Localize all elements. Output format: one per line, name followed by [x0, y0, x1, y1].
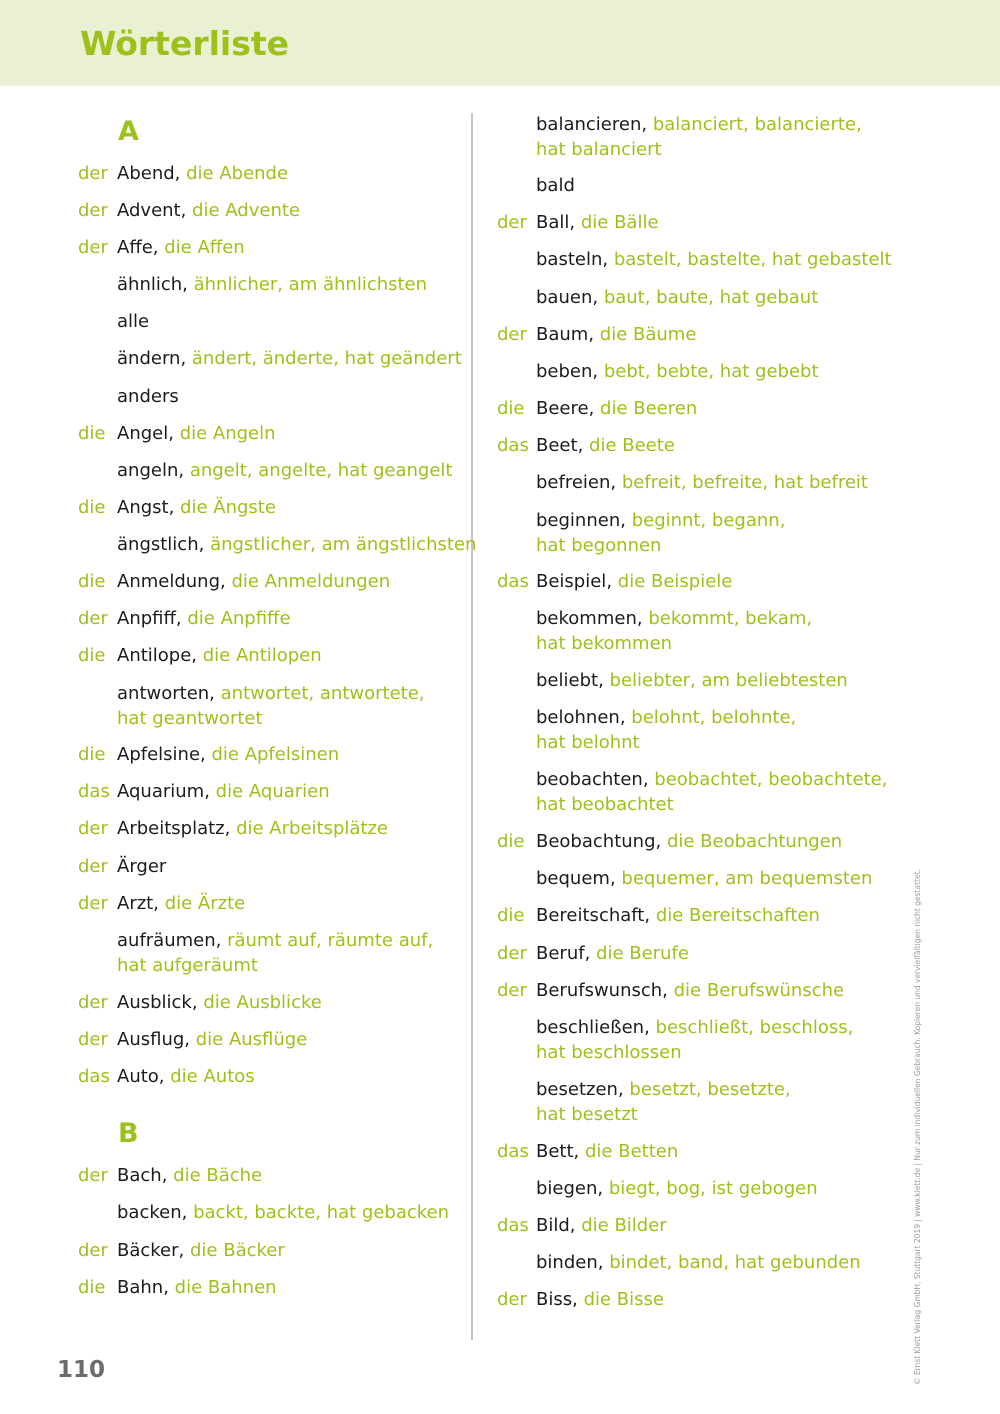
- entry-forms: die Beeren: [600, 398, 698, 419]
- entry-article: der: [78, 237, 108, 258]
- entry-forms: die Beispiele: [617, 571, 733, 592]
- entry-forms: angelt, angelte, hat geangelt: [189, 460, 453, 481]
- entry-forms: die Affen: [164, 237, 245, 258]
- entry-forms: bastelt, bastelte, hat gebastelt: [613, 249, 892, 270]
- entry-word: Arzt: [117, 893, 154, 914]
- entry-article: der: [78, 1240, 108, 1261]
- entry-forms: die Antilopen: [202, 645, 322, 666]
- entry-article: der: [78, 992, 108, 1013]
- entry-forms: die Bäume: [599, 324, 697, 345]
- entry-word: binden: [536, 1252, 598, 1273]
- entry-article: die: [78, 497, 106, 518]
- entry-word: biegen: [536, 1178, 598, 1199]
- page-number: 110: [57, 1357, 106, 1383]
- entry-word: antworten: [117, 683, 210, 704]
- entry-forms: ähnlicher, am ähnlichsten: [193, 274, 428, 295]
- entry-article: die: [78, 571, 106, 592]
- entry-forms: die Autos: [170, 1066, 255, 1087]
- entry-word: Bach: [117, 1165, 162, 1186]
- entry-article: die: [78, 645, 106, 666]
- entry-word: aufräumen: [117, 930, 216, 951]
- entry-forms: die Bäche: [173, 1165, 263, 1186]
- entry-article: die: [497, 831, 525, 852]
- entry-word: bauen: [536, 287, 593, 308]
- entry-word: Ausflug: [117, 1029, 185, 1050]
- entry-word: Apfelsine: [117, 744, 201, 765]
- entry-article: der: [497, 212, 527, 233]
- entry-article: der: [497, 1289, 527, 1310]
- section-letter-b: B: [118, 1118, 139, 1149]
- entry-article: der: [78, 893, 108, 914]
- entry-word: Anmeldung: [117, 571, 220, 592]
- entry-article: die: [78, 744, 106, 765]
- entry-word: Biss: [536, 1289, 573, 1310]
- entry-forms: die Abende: [186, 163, 289, 184]
- entry-word: belohnen: [536, 707, 620, 728]
- entry-word: basteln: [536, 249, 603, 270]
- entry-forms: die Bilder: [581, 1215, 667, 1236]
- entry-word: ängstlich: [117, 534, 199, 555]
- entry-forms-continued: hat begonnen: [536, 535, 662, 556]
- entry-forms: belohnt, belohnte,: [631, 707, 797, 728]
- entry-forms: beliebter, am beliebtesten: [609, 670, 848, 691]
- entry-word: alle: [117, 311, 150, 332]
- entry-forms: beschließt, beschloss,: [655, 1017, 854, 1038]
- entry-word: Abend: [117, 163, 175, 184]
- entry-word: beschließen: [536, 1017, 645, 1038]
- entry-word: Bahn: [117, 1277, 164, 1298]
- page-title: Wörterliste: [80, 24, 290, 63]
- entry-word: Bild: [536, 1215, 570, 1236]
- entry-forms: besetzt, besetzte,: [629, 1079, 791, 1100]
- entry-forms: die Anmeldungen: [231, 571, 391, 592]
- entry-word: Advent: [117, 200, 181, 221]
- entry-forms: backt, backte, hat gebacken: [193, 1202, 450, 1223]
- entry-forms: die Bälle: [580, 212, 659, 233]
- entry-word: Beruf: [536, 943, 585, 964]
- page-header: [0, 0, 1000, 86]
- entry-article: die: [497, 905, 525, 926]
- entry-word: Beobachtung: [536, 831, 656, 852]
- entry-article: der: [497, 324, 527, 345]
- entry-forms: die Bäcker: [190, 1240, 285, 1261]
- entry-article: der: [78, 856, 108, 877]
- entry-forms: bequemer, am bequemsten: [621, 868, 873, 889]
- entry-word: bekommen: [536, 608, 637, 629]
- entry-forms-continued: hat beschlossen: [536, 1042, 682, 1063]
- entry-forms: die Apfelsinen: [211, 744, 340, 765]
- entry-forms: räumt auf, räumte auf,: [227, 930, 434, 951]
- entry-word: Angst: [117, 497, 169, 518]
- entry-forms: die Angeln: [179, 423, 276, 444]
- entry-word: backen: [117, 1202, 182, 1223]
- entry-word: Auto: [117, 1066, 159, 1087]
- entry-article: das: [78, 1066, 110, 1087]
- entry-word: bald: [536, 175, 575, 196]
- entry-article: der: [497, 980, 527, 1001]
- entry-word: Berufswunsch: [536, 980, 663, 1001]
- entry-forms: die Ausflüge: [195, 1029, 308, 1050]
- entry-word: angeln: [117, 460, 179, 481]
- entry-article: das: [497, 571, 529, 592]
- entry-article: der: [78, 1165, 108, 1186]
- entry-forms: bekommt, bekam,: [648, 608, 813, 629]
- entry-word: beben: [536, 361, 593, 382]
- entry-article: die: [78, 1277, 106, 1298]
- entry-word: Ball: [536, 212, 570, 233]
- entry-forms: ändert, änderte, hat geändert: [191, 348, 462, 369]
- entry-article: der: [78, 818, 108, 839]
- entry-word: Bett: [536, 1141, 574, 1162]
- entry-article: das: [497, 1141, 529, 1162]
- entry-forms: die Bisse: [583, 1289, 664, 1310]
- entry-word: Bereitschaft: [536, 905, 645, 926]
- entry-word: bequem: [536, 868, 610, 889]
- entry-article: der: [78, 200, 108, 221]
- entry-word: Ärger: [117, 856, 167, 877]
- entry-forms: die Ausblicke: [203, 992, 322, 1013]
- section-letter-a: A: [118, 116, 139, 147]
- entry-forms: befreit, befreite, hat befreit: [621, 472, 868, 493]
- entry-forms: die Aquarien: [215, 781, 330, 802]
- entry-word: Bäcker: [117, 1240, 179, 1261]
- entry-word: balancieren: [536, 114, 642, 135]
- entry-forms: bebt, bebte, hat gebebt: [603, 361, 819, 382]
- entry-forms-continued: hat besetzt: [536, 1104, 638, 1125]
- entry-forms: ängstlicher, am ängstlichsten: [210, 534, 477, 555]
- entry-forms: die Betten: [585, 1141, 679, 1162]
- entry-forms: die Berufswünsche: [673, 980, 845, 1001]
- entry-forms: die Arbeitsplätze: [236, 818, 388, 839]
- entry-word: besetzen: [536, 1079, 618, 1100]
- entry-article: der: [78, 163, 108, 184]
- entry-forms-continued: hat beobachtet: [536, 794, 674, 815]
- entry-forms: die Beete: [589, 435, 675, 456]
- entry-forms: bindet, band, hat gebunden: [609, 1252, 861, 1273]
- entry-forms: antwortet, antwortete,: [220, 683, 425, 704]
- entry-word: beginnen: [536, 510, 621, 531]
- entry-forms-continued: hat balanciert: [536, 139, 662, 160]
- entry-word: Antilope: [117, 645, 192, 666]
- entry-article: der: [78, 1029, 108, 1050]
- entry-article: das: [497, 435, 529, 456]
- entry-word: Angel: [117, 423, 169, 444]
- entry-forms: biegt, bog, ist gebogen: [608, 1178, 818, 1199]
- entry-word: beliebt: [536, 670, 599, 691]
- entry-word: Ausblick: [117, 992, 192, 1013]
- entry-word: Beere: [536, 398, 589, 419]
- entry-forms: die Anpfiffe: [187, 608, 291, 629]
- entry-forms: balanciert, balancierte,: [652, 114, 862, 135]
- entry-article: der: [78, 608, 108, 629]
- entry-forms-continued: hat belohnt: [536, 732, 640, 753]
- entry-forms: beginnt, begann,: [631, 510, 786, 531]
- entry-forms-continued: hat geantwortet: [117, 708, 263, 729]
- entry-forms: baut, baute, hat gebaut: [603, 287, 819, 308]
- entry-word: ändern: [117, 348, 181, 369]
- entry-forms-continued: hat bekommen: [536, 633, 673, 654]
- entry-word: Aquarium: [117, 781, 205, 802]
- copyright-notice: © Ernst Klett Verlag GmbH, Stuttgart 2019 | www.klett.de | Nur zum individuellen Gebrauch. Kopieren und vervielfältigen nicht gestattet.: [913, 869, 922, 1385]
- entry-forms-continued: hat aufgeräumt: [117, 955, 258, 976]
- entry-word: Beispiel: [536, 571, 607, 592]
- entry-forms: die Advente: [192, 200, 300, 221]
- entry-forms: die Bahnen: [174, 1277, 277, 1298]
- entry-word: Arbeitsplatz: [117, 818, 225, 839]
- entry-forms: die Ängste: [180, 497, 276, 518]
- entry-word: befreien: [536, 472, 611, 493]
- entry-word: anders: [117, 386, 179, 407]
- entry-article: das: [78, 781, 110, 802]
- entry-word: Beet: [536, 435, 578, 456]
- entry-forms: die Ärzte: [164, 893, 246, 914]
- entry-article: das: [497, 1215, 529, 1236]
- entry-word: Anpfiff: [117, 608, 176, 629]
- entry-forms: beobachtet, beobachtete,: [654, 769, 888, 790]
- entry-forms: die Berufe: [596, 943, 689, 964]
- entry-word: Affe: [117, 237, 153, 258]
- entry-forms: die Bereitschaften: [655, 905, 820, 926]
- entry-article: die: [497, 398, 525, 419]
- entry-article: der: [497, 943, 527, 964]
- entry-word: beobachten: [536, 769, 643, 790]
- entry-forms: die Beobachtungen: [666, 831, 843, 852]
- entry-article: die: [78, 423, 106, 444]
- entry-word: Baum: [536, 324, 589, 345]
- entry-word: ähnlich: [117, 274, 183, 295]
